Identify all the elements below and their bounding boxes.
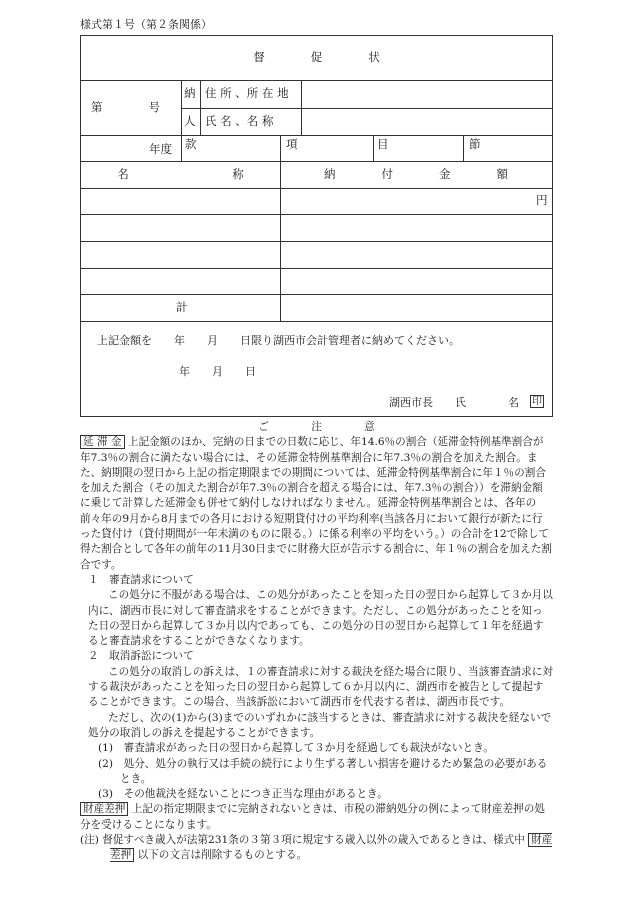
row-divider bbox=[81, 241, 552, 242]
pay-by-instruction: 上記金額を 年 月 日限り湖西市会計管理者に納めてください。 bbox=[97, 334, 460, 347]
section-2-title: ２ 取消訴訟について bbox=[88, 650, 194, 663]
col-divider bbox=[280, 161, 281, 321]
number-label: 第 号 bbox=[91, 100, 160, 114]
row-divider bbox=[81, 294, 552, 295]
name-column-header: 名 称 bbox=[117, 167, 244, 181]
col-divider bbox=[200, 80, 201, 135]
mayor-name-suffix: 名 bbox=[508, 396, 519, 409]
fiscal-year-label: 年度 bbox=[149, 142, 172, 156]
footnote bbox=[80, 833, 553, 864]
late-fee-label: 延 滞 金 bbox=[80, 435, 125, 449]
mayor-name: 湖西市長 氏 bbox=[389, 396, 466, 409]
col-divider bbox=[301, 80, 302, 135]
section-1-title: １ 審査請求について bbox=[88, 573, 194, 586]
payer-label: 人 bbox=[184, 114, 196, 128]
seizure-paragraph bbox=[80, 802, 553, 833]
exception-item-1: (1) 審査請求があった日の翌日から起算して３か月を経過しても裁決がないとき。 bbox=[98, 742, 494, 755]
row-divider bbox=[81, 188, 552, 189]
issue-date-line: 年 月 日 bbox=[179, 365, 256, 378]
seizure-label: 財産差押 bbox=[80, 802, 128, 816]
row-divider bbox=[81, 135, 552, 136]
moku-label: 目 bbox=[377, 137, 389, 151]
total-label: 計 bbox=[176, 300, 188, 314]
kou-label: 項 bbox=[286, 137, 298, 151]
col-divider bbox=[280, 135, 281, 161]
seal-mark bbox=[530, 395, 544, 407]
form-title: 督 促 状 bbox=[253, 50, 380, 64]
row-divider bbox=[81, 214, 552, 215]
kan-label: 款 bbox=[185, 137, 197, 151]
payer-label: 納 bbox=[184, 86, 196, 100]
exception-item-2: (2) 処分、処分の執行又は手続の続行により生ずる著しい損害を避けるため緊急の必要があるとき。 bbox=[98, 757, 548, 785]
row-divider bbox=[81, 321, 552, 322]
yen-unit: 円 bbox=[536, 193, 548, 207]
demand-notice-form bbox=[80, 35, 553, 417]
notice-heading: ご 注 意 bbox=[258, 421, 375, 433]
row-divider bbox=[81, 268, 552, 269]
col-divider bbox=[373, 135, 374, 161]
name-label: 氏 名 、名 称 bbox=[205, 114, 274, 128]
footnote-text: 督促すべき歳入が法第231条の３第３項に規定する歳入以外の歳入であるときは、様式中 bbox=[102, 834, 525, 847]
seal-icon: 印 bbox=[532, 396, 542, 407]
section-1-text: この処分に不服がある場合は、この処分があったことを知った日の翌日から起算して３か月以内に、湖西市長に対して審査請求をすることができます。ただし、この処分があったことを知った日の翌日から起算して３か月以内であっても、この処分の日の翌日から起算して１年を経過すると審査請求をすることができなくなります。 bbox=[88, 589, 553, 648]
seizure-text: 上記の指定期限までに完納されないときは、市税の滞納処分の例によって財産差押の処分を受けることになります。 bbox=[80, 803, 545, 831]
col-divider bbox=[463, 135, 464, 161]
row-divider bbox=[81, 161, 552, 162]
setsu-label: 節 bbox=[469, 137, 481, 151]
late-fee-text: 上記金額のほか、完納の日までの日数に応じ、年14.6％の割合（延滞金特例基準割合が年7.3％の割合に満たない場合には、その延滞金特例基準割合に年7.3％の割合を加えた割合。また、納期限の翌日から上記の指定期限までの期間については、延滞金特例基準割合に年１％の割合を加えた割合（その加えた割合が年7.3％の割合を超える場合には、年7.3％の割合））を滞納金額に乗じて計算した延滞金も併せて納付しなければなりません。延滞金特例基準割合とは、各年の前々年の9月から8月までの各月における短期貸付けの平均利率(当該各月において銀行が新たに行った貸付け（貸付期間が一年未満のものに限る。）に係る利率の平均をいう。）の合計を12で除して得た割合として各年の前年の11月30日までに財務大臣が告示する割合に、年１％の割合を加えた割合です。 bbox=[80, 436, 552, 571]
amount-column-header: 納 付 金 額 bbox=[324, 167, 508, 181]
section-2-text: この処分の取消しの訴えは、１の審査請求に対する裁決を経た場合に限り、当該審査請求に対する裁決があったことを知った日の翌日から起算して６か月以内に、湖西市を被告として提起することができます。この場合、当該訴訟において湖西市を代表する者は、湖西市長です。 bbox=[88, 665, 553, 709]
form-number-label: 様式第１号（第２条関係） bbox=[80, 18, 212, 31]
late-fee-paragraph bbox=[80, 435, 553, 573]
row-divider bbox=[181, 108, 552, 109]
notice-section bbox=[80, 420, 553, 864]
footnote-boxed-term: 財産差押 bbox=[110, 834, 553, 862]
section-2-exception: ただし、次の(1)から(3)までのいずれかに該当するときは、審査請求に対する裁決を経ないで処分の取消しの訴えを提起することができます。 bbox=[88, 711, 552, 739]
address-label: 住 所 、所 在 地 bbox=[205, 86, 289, 100]
footnote-prefix: (注) bbox=[80, 834, 99, 847]
col-divider bbox=[181, 80, 182, 135]
exception-item-3: (3) その他裁決を経ないことにつき正当な理由があるとき。 bbox=[98, 788, 388, 801]
footnote-text-end: 以下の文言は削除するものとする。 bbox=[137, 849, 308, 862]
row-divider bbox=[81, 80, 552, 81]
col-divider bbox=[181, 135, 182, 161]
